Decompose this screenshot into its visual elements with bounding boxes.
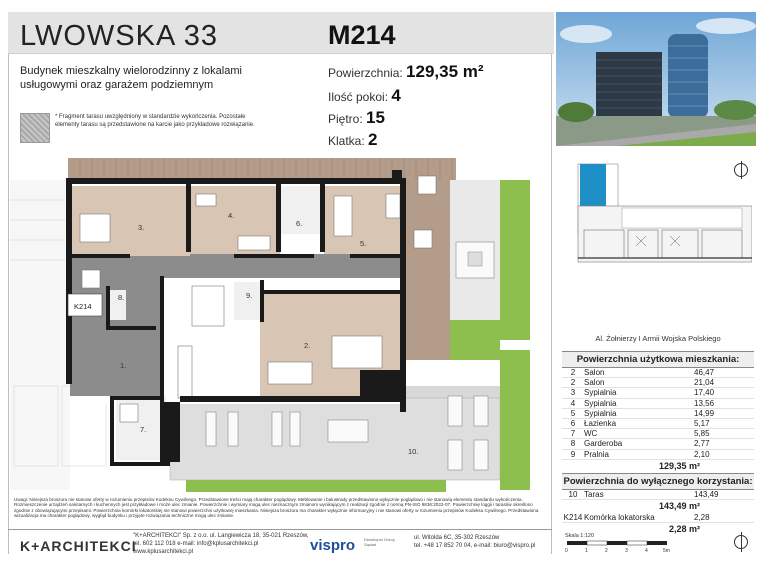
spec-rooms [328,86,401,106]
spec-staircase [328,130,378,150]
street-label: Al. Żołnierzy I Armii Wojska Polskiego [595,334,721,343]
table-row: 2 Salon 21,04 [562,378,754,388]
scale-label: Skala 1:120 [565,533,595,539]
spec-floor-value: 15 [366,108,385,127]
vispro-tagline: Deweloper Dobry Sąsiad [364,537,395,547]
spec-floor-label: Piętro: [328,112,363,126]
table-row: 8 Garderoba 2,77 [562,439,754,449]
spec-area-value: 129,35 m² [406,62,484,81]
scale-bar-graphic [565,539,685,555]
room-label: 6. [296,219,303,228]
svg-text:0: 0 [565,548,568,554]
table-row: 10 Taras 143,49 [562,490,754,500]
spec-area [328,62,484,82]
room-label: 2. [304,341,311,350]
scale-bar [565,533,685,557]
vispro-logo: vispro [310,537,356,554]
table-row: 9 Pralnia 2,10 [562,450,754,460]
table-row: 6 Łazienka 5,17 [562,419,754,429]
room-label: 7. [140,425,147,434]
right-column-divider [551,12,552,554]
svg-text:4: 4 [645,548,648,554]
project-name: LWOWSKA 33 [20,20,219,52]
area-table [562,351,754,536]
svg-text:5m: 5m [663,548,670,554]
north-arrow-icon [734,535,748,549]
table-row: 2 Salon 46,47 [562,368,754,378]
unit-code: M214 [328,20,396,50]
table-row: 4 Sypialnia 13,56 [562,399,754,409]
floor-plan [10,150,550,496]
footer-divider [8,529,552,530]
room-label: 10. [408,447,419,456]
room-label: 1. [120,361,127,370]
vispro-contact: ul. Witolda 6C, 35-302 Rzeszów tel. +48 17 852 70 04, e-mail: biuro@vispro.pl [414,535,536,549]
spec-rooms-value: 4 [391,86,401,105]
spec-staircase-value: 2 [368,130,378,149]
table-row: K214 Komórka lokatorska 2,28 [562,513,754,523]
room-label: 4. [228,211,235,220]
left-frame-rule [8,12,9,554]
living-area-total: 129,35 m² [658,460,700,471]
table-row: 3 Sypialnia 17,40 [562,388,754,398]
exclusive-area-total: 143,49 m² [658,500,700,511]
footer-disclaimer: Uwagi: Niniejsza broszura nie stanowi oferty w rozumieniu przepisów Kodeksu Cywilnego. Przedstawione treści mają charakter poglądowy. Meblowanie i balustrady przedstawiono wyłącznie poglądowo i nie stanowią elementu standardu wykończenia. Rozmieszczenie urządzeń sanitarnych i kuchennych jest przykładowe i może ulec zmianie. Powierzchnie i wymiary mogą ulec nieznacznym zmianom wynikającym z realizacji zgodnie z normą PN-ISO 9836:2022-07. Powierzchnię loggii i tarasów określono zgodnie z obowiązującymi przepisami. Powierzchnia komórki lokatorskiej nie stanowi powierzchni użytkowej mieszkania. Niniejsza broszura ma charakter wyłącznie informacyjny i nie stanowi oferty w rozumieniu przepisów Kodeksu Cywilnego. Przedstawiona wizualizacja ma charakter poglądowy, wygląd budynku i przyjęte rozwiązania techniczne mogą ulec zmianie. [14,497,539,519]
terrace-swatch-note: * Fragment tarasu uwzględniony w standardzie wykończenia. Pozostałe elementy tarasu są przedstawione na karcie jako przykładowe rozwiązanie. [55,114,255,128]
room-label: 8. [118,293,125,302]
kplus-architekci-logo: K+ARCHITEKCI [20,538,137,554]
storage-label: K214 [74,302,92,311]
table-row: 5 Sypialnia 14,99 [562,409,754,419]
building-visualization [556,12,756,146]
table-row: 7 WC 5,85 [562,429,754,439]
storage-area-total: 2,28 m² [668,524,700,535]
spec-area-label: Powierzchnia: [328,66,403,80]
svg-text:3: 3 [625,548,628,554]
svg-text:1: 1 [585,548,588,554]
terrace-hatch-swatch [20,113,50,143]
exclusive-area-header: Powierzchnia do wyłącznego korzystania: [562,473,754,490]
svg-text:2: 2 [605,548,608,554]
spec-rooms-label: Ilość pokoi: [328,90,389,104]
room-label: 5. [360,239,367,248]
building-description: Budynek mieszkalny wielorodzinny z lokalami usługowymi oraz garażem podziemnym [20,65,242,91]
living-area-header: Powierzchnia użytkowa mieszkania: [562,351,754,368]
key-plan [566,156,752,326]
spec-floor [328,108,385,128]
room-label: 9. [246,291,253,300]
kplus-contact: "K+ARCHITEKCI" Sp. z o.o. ul. Langiewicza 18, 35-021 Rzeszów, tel. 602 112 018 e-mail: info@kplusarchitekci.pl www.kplusarchitekci.pl [133,533,309,555]
room-label: 3. [138,223,145,232]
spec-staircase-label: Klatka: [328,134,365,148]
